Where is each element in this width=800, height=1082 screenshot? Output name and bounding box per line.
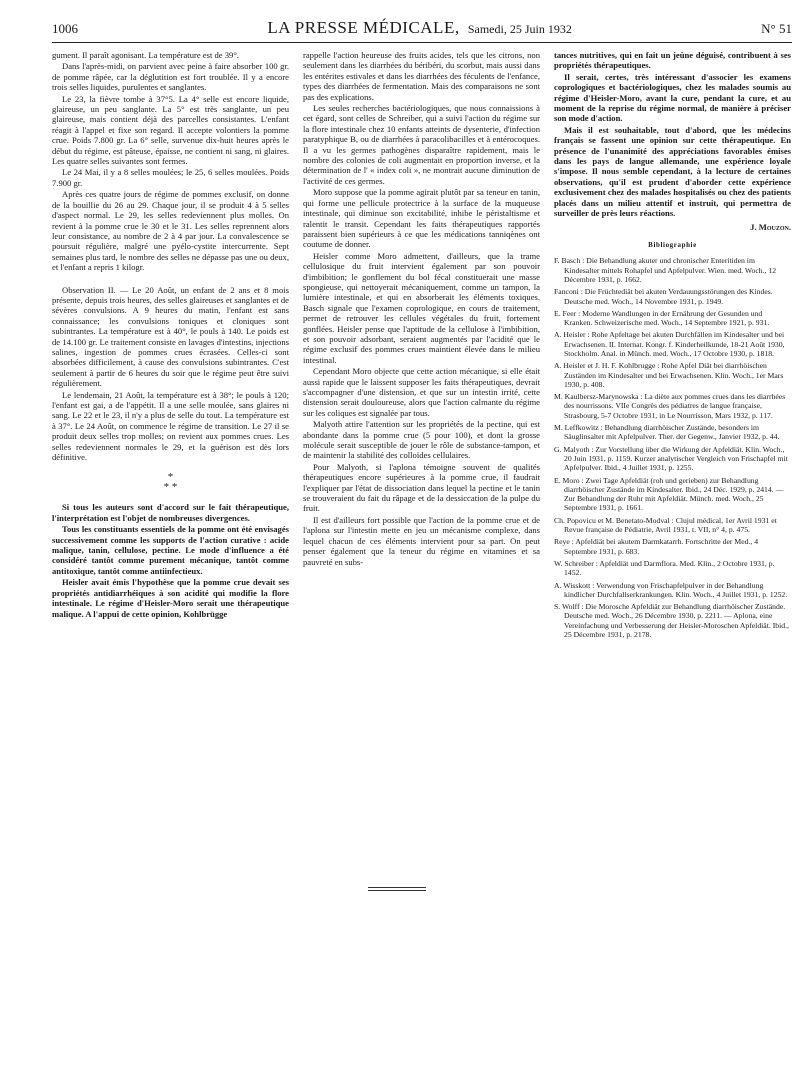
reference-item: Ch. Popovicu et M. Benetato-Modval : Clujul médical, 1er Avril 1931 et Revue française de Pédiatrie, Avril 1931, t. VII, n° 4, p. 475.: [554, 515, 777, 535]
col3-paragraph: Il serait, certes, très intéressant d'associer les examens coprologiques et bactériologiques, chez les malades soumis au régime d'Heisler-Moro, avant la cure, pendant la cure, et au moment de la reprise du régime normal, de manière à préciser son mode d'action.: [554, 71, 791, 124]
col1-paragraph: Le 23, la fièvre tombe à 37°5. La 4° selle est encore liquide, glaireuse, un peu sanglante. La 5° est très sanglante, un peu glaireuse, mais contient déjà des parcelles consistantes. L'enfant réagit à l'appel et fixe son regard. Il accepte volontiers la pomme crue. Poids 7.800 gr. La 6° selle, survenue dix-huit heures après le début du régime, est pâteuse, épaisse, ne contient ni sang, ni glaires. Les quatre selles suivantes sont fermes.: [52, 93, 289, 167]
column-3: [554, 50, 791, 642]
col2-paragraph: Les seules recherches bactériologiques, que nous connaissions à cet égard, sont celles de Schreiber, qui a suivi l'action du régime sur la flore intestinale chez 10 enfants atteints de dysenterie, d'infection paratyphique B, ou de diarrhées à paracolibacilles et à entérocoques. Il a vu les germes pathogènes disparaître rapidement, mais le nombre des colonies de coli augmentait en proportion inverse, et la détermination de l' « index coli », ne montrait aucune diminution de l'activité de ces germes.: [303, 103, 540, 186]
col2-paragraph: Il est d'ailleurs fort possible que l'action de la pomme crue et de l'aplona sur l'intestin mette en jeu un mécanisme complexe, dans lequel chacun de ces éléments intervient pour sa part. On peut penser également que la teneur du régime en vitamines et sa pauvreté en subs-: [303, 514, 540, 567]
column-1: [52, 50, 289, 642]
col2-paragraph: Moro suppose que la pomme agirait plutôt par sa teneur en tanin, qui forme une pellicule protectrice à la surface de la muqueuse intestinale, qui diminue son excitabilité, inhibe le péristaltisme et ralentit le transit. Cependant les faits thérapeutiques rapportés paraissent bien supérieurs à ce que les médications tanniqènes ont coutume de donner.: [303, 187, 540, 250]
issue-date: Samedi, 25 Juin 1932: [467, 22, 572, 36]
col2-paragraph: Heisler comme Moro admettent, d'ailleurs, que la trame cellulosique du fruit intervient également par son pouvoir d'imbibition; le gonflement du bol fécal constituerait une masse spongieuse, qui nettoyerait mécaniquement, comme un tampon, la lumière intestinale, et qui en absorberait les éléments toxiques. Basch signale que l'examen coprologique, en cours de traitement, permet de retrouver les cellules végétales du fruit, fortement gonflées. Heisler pense que l'aptitude de la cellulose à l'imbibition, et son pouvoir adsorbant, seraient augmentés par l'acidité que le régime exclusif des pommes crues maintient élevée dans le milieu intestinal.: [303, 250, 540, 365]
column-2: [303, 50, 540, 642]
reference-item: S. Wolff : Die Morosche Apfeldiät zur Behandlung diarrhöischer Zustände. Deutsche med. Woch., 26 Décembre 1930, p. 2211. — Aplona, eine Vereinfachung und Verbesserung der Heisler-Moroschen Apfeldiät. Ibid., 25 Décembre 1931, p. 2178.: [554, 602, 789, 639]
section-stars: * * *: [163, 471, 178, 494]
reference-item: G. Malyoth : Zur Vorstellung über die Wirkung der Apfeldiät. Klin. Woch., 20 Juin 1931, p. 1159. Kurzer analytischer Vergleich von Frischapfel mit Apfelpulver. Ibid., 4 Juillet 1931, p. 1255.: [554, 444, 788, 473]
reference-item: Reye : Apfeldiät bei akutem Darmkatarrh. Fortschritte der Med., 4 Septembre 1931, p. 683.: [554, 537, 759, 556]
reference-item: W. Schreiber : Apfeldiät und Darmflora. Med. Klin., 2 Octobre 1931, p. 1452.: [554, 558, 775, 578]
journal-title-block: [267, 18, 572, 38]
col1-block1: [52, 50, 289, 273]
author-signature: J. Mouzon.: [750, 221, 791, 232]
reference-item: E. Moro : Zwei Tage Apfeldiät (roh und gerieben) zur Behandlung diarrhöischer Zustände im Kindesalter. Ibid., 24 Déc. 1929, p. 2414. — Zur Behandlung der Ruhr mit Apfeldiät. Münch. med. Woch., 25 Septembre 1931, p. 1661.: [554, 475, 784, 513]
page-header: [52, 18, 792, 43]
bibliography-list: [554, 256, 791, 639]
col3-paragraph: tances nutritives, qui en fait un jeûne déguisé, contribuent à ses propriétés thérapeutiques.: [554, 50, 791, 71]
col1-paragraph: Observation II. — Le 20 Août, un enfant de 2 ans et 8 mois présente, depuis trois heures, des selles glaireuses et sanglantes et de sévères convulsions. A 9 heures du matin, l'enfant est sans connaissance; les convulsions toniques et cloniques sont subintrantes. La température est à 40°, le pouls à 140. Le poids est de 14.100 gr. Le traitement consiste en lavages d'intestins, injections salines, ingestion de pommes crues écrasées. Celles-ci sont absorbées difficilement, à cause des convulsions subintrantes. C'est seulement à partir de 6 heures du soir que le régime peut être suivi régulièrement.: [52, 284, 289, 389]
col1-paragraph: Dans l'après-midi, on parvient avec peine à faire absorber 100 gr. de pomme râpée, car la déglutition est fort troublée. Il y a encore trois selles liquides, purulentes et sanglantes.: [52, 61, 289, 93]
col2-paragraph: Pour Malyoth, si l'aplona témoigne souvent de qualités thérapeutiques encore supérieures à la pomme crue, il faudrait l'expliquer par l'état de dissociation dans lequel la pectine et le tanin se trouveraient du fait du râpage et de la dessiccation de la pulpe du fruit.: [303, 461, 540, 514]
reference-item: M. Leffkowitz : Behandlung diarrhöischer Zustände, besonders im Säuglinsalter mit Apfelpulver. Ther. der Gegenw., Janvier 1932, p. 44.: [554, 423, 780, 442]
col1-paragraph: Après ces quatre jours de régime de pommes exclusif, on donne de la bouillie du 26 au 29. Chaque jour, il se produit 4 à 5 selles d'aspect normal. Le 29, les selles redeviennent plus molles. On revient à la pomme crue le 30 et le 31. Les selles reprennent alors leur consistance, au nombre de 2 à 4 par jour. La convalescence se poursuit régulière, malgré une pyélo-cystite intercurrente. Sept semaines plus tard, le nombre des selles ne dépasse pas une ou deux, et l'enfant a repris 1 kilogr.: [52, 189, 289, 273]
reference-item: M. Kaulbersz-Marynowska : La diète aux pommes crues dans les diarrhées des nourrissons. VIIe Congrès des pédiatres de langue française, Strasbourg, 5-7 Octobre 1931, in Le Nourrisson, Mars 1932, p. 117.: [554, 392, 786, 420]
issue-number: N° 51: [761, 21, 792, 36]
end-rule: [368, 890, 426, 891]
reference-item: A. Wisskott : Verwendung von Frischapfelpulver in der Behandlung kindlicher Durchfallserkrankungen. Klin. Woch., 4 Juillet 1931, p. 1252.: [554, 580, 788, 599]
col1-paragraph: Le 24 Mai, il y a 8 selles moulées; le 25, 6 selles moulées. Poids 7.900 gr.: [52, 167, 289, 188]
journal-title: LA PRESSE MÉDICALE,: [267, 18, 460, 37]
reference-item: F. Basch : Die Behandlung akuter und chronischer Enteritiden im Kindesalter mittels Rohapfel und Apfelpulver. Wien. med. Woch., 12 Décembre 1931, p. 1662.: [554, 256, 777, 284]
reference-item: A. Heisler : Rohe Apfeltage bei akuten Durchfällen im Kindesalter und bei Erwachsenen. II. Internat. Kongr. f. Kinderheilkunde, 18-21 Août 1930, Stockholm. Anal. in Münch. med. Woch., 17 Octobre 1930, p. 1818.: [554, 330, 785, 358]
text-columns: [52, 50, 792, 642]
col2-paragraph: Malyoth attire l'attention sur les propriétés de la pectine, qui est abondante dans la pomme crue (5 pour 100), et dont la grosse molécule serait susceptible de jouer le rôle de substance-tampon, et de maintenir la stabilité des colloïdes cellulaires.: [303, 419, 540, 461]
col1-paragraph: Le lendemain, 21 Août, la température est à 38°; le pouls à 120; l'enfant est gai, a de l'appétit. Il a une selle moulée, sans glaires ni sang. Le 22 et le 23, il n'y a plus de selle du tout. La température est à 37°. Le 24 Août, on commence le régime de transition. Le 27 il se produit deux selles trop molles; on revient aux pommes crues. Les selles redeviennent normales le 29, et la guérison est dès lors définitive.: [52, 389, 289, 463]
page-number: 1006: [52, 21, 78, 36]
conclusion: [554, 50, 791, 219]
col1-paragraph: Tous les constituants essentiels de la pomme ont été envisagés successivement comme les supports de l'action curative : acide malique, tanin, cellulose, pectine. Le mode d'influence a été considéré tantôt comme purement mécanique, tantôt comme antitoxique, tantôt comme antiinfectieux.: [52, 524, 289, 576]
end-rule: [368, 887, 426, 888]
reference-item: A. Heisler et J. H. F. Kohlbrugge : Rohe Apfel Diät bei diarrhöischen Zuständen im Kindesalter und bei Erwachsenen. Klin. Woch., 1er Mars 1930, p. 408.: [554, 361, 784, 389]
col1-paragraph: gument. Il paraît agonisant. La température est de 39°.: [52, 50, 239, 60]
col1-paragraph: Si tous les auteurs sont d'accord sur le fait thérapeutique, l'interprétation est l'objet de nombreuses divergences.: [52, 502, 289, 523]
bibliography-heading: Bibliographie: [648, 240, 697, 249]
col2-paragraph: Cependant Moro objecte que cette action mécanique, si elle était aussi rapide que le laissent supposer les faits thérapeutiques, devrait s'accompagner d'une distension, et que sur un intestin irrité, cette distension serait douloureuse, alors que l'action calmante du régime sur les coliques est signalée par tous.: [303, 366, 540, 418]
col1-paragraph: Heisler avait émis l'hypothèse que la pomme crue devait ses propriétés antidiarrhéiques à son acidité qui modifie la flore intestinale. Le régime d'Heisler-Moro serait une thérapeutique malique. A l'appui de cette opinion, Kohlbrügge: [52, 577, 289, 619]
col2-paragraph: rappelle l'action heureuse des fruits acides, tels que les citrons, non seulement dans les diarrhées du béribéri, du scorbut, mais aussi dans les entérites estivales et dans les diarrhées des féculents de l'enfance, types des diarrhées de fermentation. Mais des comparaisons ne sont pas des explications.: [303, 50, 540, 102]
reference-item: E. Feer : Moderne Wandlungen in der Ernährung der Gesunden und Kranken. Schweizerische med. Woch., 14 Septembre 1921, p. 931.: [554, 308, 770, 328]
col3-paragraph: Mais il est souhaitable, tout d'abord, que les médecins français se fassent une opinion sur cette thérapeutique. En présence de l'unanimité des appréciations favorables émises dans les pays de langue allemande, une expérience loyale s'impose. Il nous semble cependant, à la lecture de certaines observations, qu'il est prudent d'aborder cette expérience exclusivement chez des malades hospitalisés ou chez des patients placés dans un milieu attentif et instruit, qui permettra de surveiller de près leurs réactions.: [554, 124, 791, 219]
reference-item: Fanconi : Die Früchtediät bei akuten Verdauungsstörungen des Kindes. Deutsche med. Woch., 14 Novembre 1931, p. 1949.: [554, 287, 773, 306]
observation-2: [52, 285, 289, 463]
col1-block3: [52, 502, 289, 618]
